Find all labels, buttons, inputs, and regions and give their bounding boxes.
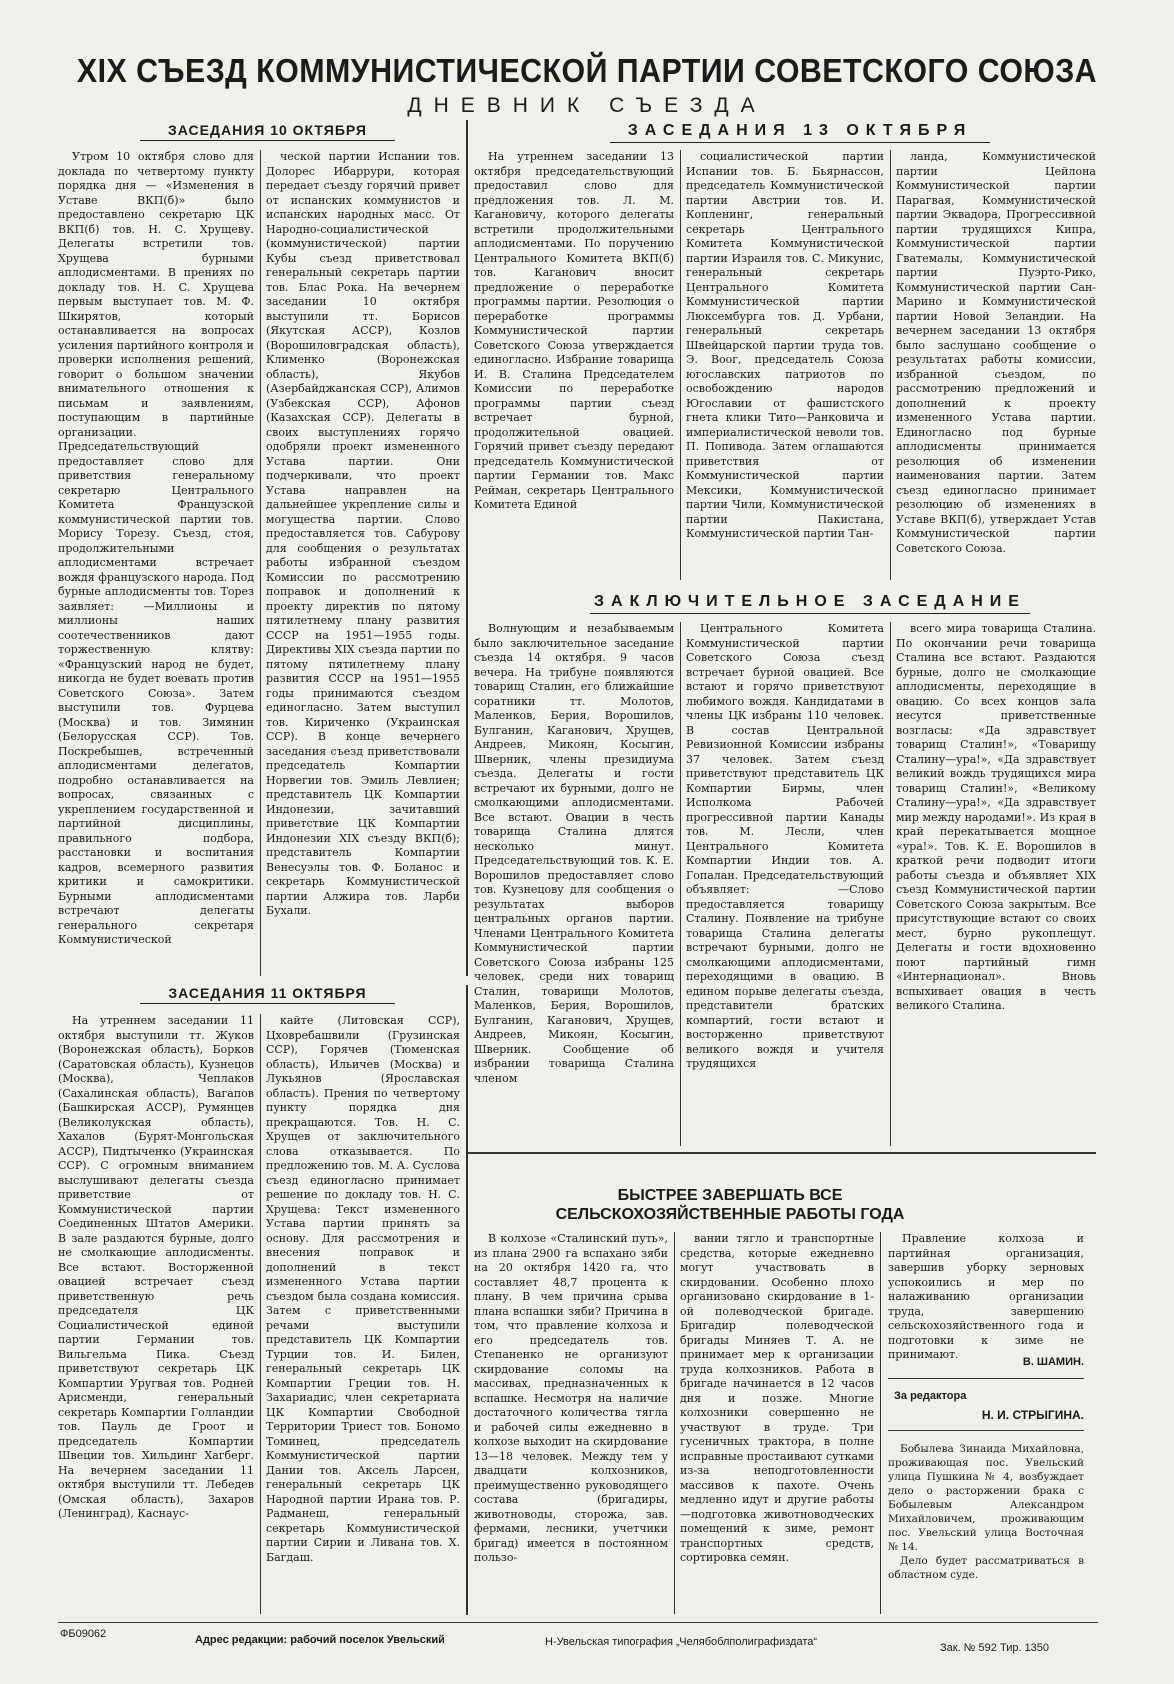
section-subtitle: ДНЕВНИК СЪЕЗДА — [407, 94, 767, 117]
column-rule — [674, 1232, 675, 1614]
heading-oct10: ЗАСЕДАНИЯ 10 ОКТЯБРЯ — [140, 122, 395, 141]
footer-rule — [58, 1622, 1098, 1623]
editor-name: Н. И. СТРЫГИНА. — [981, 1408, 1084, 1422]
editor-label: За редактора — [894, 1390, 967, 1402]
footer-code: ФБ09062 — [60, 1628, 107, 1640]
horizontal-divider — [466, 1152, 1096, 1154]
column-rule — [880, 1232, 881, 1614]
oct13-column-2: социалистической партии Испании тов. Б. Бьярнассон, председатель Коммунистической партии Австрии тов. И. Копленинг, генеральный секретарь Центрального Комитета Коммунистической партии Израиля тов. С. Микунис, генеральный секретарь Центрального Комитета Коммунистической партии Люксембурга тов. Д. Урбани, генеральный секретарь Швейцарской партии труда тов. Э. Воог, председатель Союза югославских патриотов по освобождению народов Югославии от фашистского гнета клики Тито—Ранковича и империалистической неволи тов. П. Попивода. Затем оглашаются приветствия от Коммунистической партии Мексики, Коммунистической партии Чили, Коммунистической партии Пакистана, Коммунистической партии Тан- — [686, 150, 884, 540]
column-rule — [680, 150, 681, 580]
vertical-divider — [466, 120, 468, 976]
article-signature: В. ШАМИН. — [1022, 1356, 1084, 1368]
footer-address: Адрес редакции: рабочий поселок Увельский — [195, 1634, 445, 1646]
final-column-3: всего мира товарища Сталина. По окончании речи товарища Сталина все встают. Раздаются бурные, долго не смолкающие аплодисменты, переходящие в овацию. Со всех концов зала несутся приветственные возгласы: «Да здравствует товарищ Сталин!», «Товарищу Сталину—ура!», «Да здравствует великий вождь трудящихся мира товарищ Сталин!», «Великому Сталину—ура!», «Да здравствует мир между народами!». Из края в край перекатывается мощное «ура!». Тов. К. Е. Ворошилов в краткой речи подводит итоги работы съезда и объявляет XIX съезд Коммунистической партии Советского Союза закрытым. Все присутствующие встают со своих мест, бурно рукоплещут. Делегаты и гости вдохновенно поют партийный гимн «Интернационал». Вновь вспыхивает овация в честь великого Сталина. — [896, 622, 1096, 1012]
newspaper-headline: XIX СЪЕЗД КОММУНИСТИЧЕСКОЙ ПАРТИИ СОВЕТСКОГО СОЮЗА — [76, 52, 1098, 89]
column-rule — [260, 1014, 261, 1614]
column-rule — [680, 622, 681, 1146]
oct11-column-1: На утреннем заседании 11 октября выступили тт. Жуков (Воронежская область), Борков (Саратовская область), Кузнецов (Москва), Чеплаков (Сахалинская область), Вагапов (Башкирская АССР), Румянцев (Великолукская область), Хахалов (Бурят-Монгольская АССР), Пидтыченко (Украинская ССР). С огромным вниманием выслушивают делегаты съезда приветствие от Коммунистической партии Соединенных Штатов Америки. В зале раздаются бурные, долго не смолкающие аплодисменты. Все встают. Восторженной овацией встречает съезд приветственную речь председателя ЦК Социалистической единой партии Германии тов. Вильгельма Пика. Съезд приветствуют секретарь ЦК Компартии Уругвая тов. Родней Арисменди, генеральный секретарь Компартии Голландии тов. Пауль де Гроот и председатель Компартии Швеции тов. Хильдинг Хагберг. На вечернем заседании 11 октября выступили тт. Лебедев (Омская область), Захаров (Ленинград), Каснаус- — [58, 1014, 254, 1520]
heading-oct13: ЗАСЕДАНИЯ 13 ОКТЯБРЯ — [610, 122, 990, 143]
footer-order: Зак. № 592 Тир. 1350 — [940, 1642, 1050, 1654]
oct13-column-3: ланда, Коммунистической партии Цейлона Коммунистической партии Парагвая, Коммунистической партии Эквадора, Прогрессивной партии трудящихся Кипра, Коммунистической партии Гватемалы, Коммунистической партии Пуэрто-Рико, Коммунистической партии Сан-Марино и Коммунистической партии Новой Зеландии. На вечернем заседании 13 октября было заслушано сообщение о результатах работы комиссии, избранной съездом, по рассмотрению предложений и дополнений к проекту измененного Устава партии. Единогласно под бурные аплодисменты принимается резолюция об изменении наименования партии. Затем съезд единогласно принимает резолюцию об изменениях в Уставе ВКП(б), утверждает Устав Коммунистической партии Советского Союза. — [896, 150, 1096, 555]
heading-oct11: ЗАСЕДАНИЯ 11 ОКТЯБРЯ — [140, 985, 395, 1004]
final-column-2: Центрального Комитета Коммунистической партии Советского Союза съезд встречает бурной овацией. Все встают и горячо приветствуют любимого вождя. Кандидатами в члены ЦК избраны 110 человек. В состав Центральной Ревизионной Комиссии избраны 37 человек. Затем съезд приветствуют представитель ЦК Компартии Бирмы, член Исполкома Рабочей прогрессивной партии Канады тов. М. Лесли, член Центрального Комитета Компартии Индии тов. А. Гопалан. Председательствующий объявляет: —Слово предоставляется товарищу Сталину. Появление на трибуне товарища Сталина делегаты встречают бурными, долго не смолкающими аплодисментами, переходящими в овацию. В едином порыве делегаты съезда, представители братских компартий, гости встают и восторженно приветствуют великого вождя и учителя трудящихся — [686, 622, 884, 1070]
heading-final-session: ЗАКЛЮЧИТЕЛЬНОЕ ЗАСЕДАНИЕ — [590, 593, 1030, 614]
article-title: БЫСТРЕЕ ЗАВЕРШАТЬ ВСЕ СЕЛЬСКОХОЗЯЙСТВЕННЫЕ РАБОТЫ ГОДА — [555, 1187, 905, 1223]
column-rule — [890, 622, 891, 1146]
article-column-3: Правление колхоза и партийная организация, завершив уборку зерновых успокоились и мер по налаживанию организации труда, завершению сельскохозяйственного года и подготовки к зиме не принимают. — [888, 1232, 1084, 1361]
divider — [888, 1378, 1084, 1379]
oct11-column-2: кайте (Литовская ССР), Цховребашвили (Грузинская ССР), Горячев (Тюменская область), Ильичев (Москва) и Лукьянов (Ярославская область). Прения по четвертому пункту порядка дня прекращаются. Тов. Н. С. Хрущев от заключительного слова отказывается. По предложению тов. М. А. Суслова съезд единогласно принимает решение по докладу тов. Н. С. Хрущева: Текст измененного Устава партии принять за основу. Для рассмотрения и внесения поправок и дополнений в текст измененного Устава партии съездом была создана комиссия. Затем с приветственными речами выступили представитель ЦК Компартии Турции тов. И. Билен, генеральный секретарь ЦК Компартии Греции тов. Н. Захариадис, член секретариата ЦК Компартии Свободной Территории Триест тов. Бономо Томинец, председатель Коммунистической партии Дании тов. Аксель Ларсен, генеральный секретарь ЦК Народной партии Ирана тов. Р. Радманеш, генеральный секретарь Коммунистической партии Сирии и Ливана тов. Х. Багдаш. — [266, 1014, 460, 1564]
vertical-divider — [466, 985, 468, 1615]
article-column-1: В колхозе «Сталинский путь», из плана 2900 га вспахано зяби на 20 октября 1420 га, что составляет 48,7 процента к плану. В чем причина срыва плана вспашки зяби? Причина в том, что правление колхоза и его председатель тов. Степаненко не организуют скирдование соломы на массивах, предназначенных к вспашке. Несмотря на наличие достаточного количества тягла и рабочей силы ежедневно в колхозе выходит на скирдование 13—18 человек. Между тем у двадцати колхозников, преимущественно руководящего состава (бригадиры, животноводы, сторожа, зав. фермами, лесники, учетчики бригад) имеется в постоянном пользо- — [474, 1232, 668, 1564]
oct13-column-1: На утреннем заседании 13 октября председательствующий предоставил слово для предложения тов. Л. М. Кагановичу, которого делегаты встретили продолжительными аплодисментами. По поручению Центрального Комитета ВКП(б) тов. Каганович вносит предложение о переработке программы партии. Резолюция о переработке программы Коммунистической партии Советского Союза утверждается единогласно. Избрание товарища И. В. Сталина Председателем Комиссии по переработке программы партии съезд встречает бурной, продолжительной овацией. Горячий привет съезду передают председатель Коммунистической партии Германии тов. Макс Рейман, секретарь Центрального Комитета Единой — [474, 150, 674, 511]
final-column-1: Волнующим и незабываемым было заключительное заседание съезда 14 октября. 9 часов вечера. На трибуне появляются товарищ Сталин, его ближайшие соратники тт. Молотов, Маленков, Берия, Ворошилов, Булганин, Каганович, Хрущев, Андреев, Микоян, Косыгин, Шверник, члены президиума съезда. Делегаты и гости встречают их бурными, долго не смолкающими аплодисментами. Все встают. Овации в честь товарища Сталина длятся несколько минут. Председательствующий тов. К. Е. Ворошилов предоставляет слово тов. Кузнецову для сообщения о результатах выборов центральных органов партии. Членами Центрального Комитета Коммунистической партии Советского Союза избраны 125 человек, среди них товарищ Сталин, товарищи Молотов, Маленков, Берия, Ворошилов, Булганин, Каганович, Хрущев, Андреев, Микоян, Косыгин, Шверник. Сообщение об избрании товарища Сталина членом — [474, 622, 674, 1085]
column-rule — [260, 150, 261, 976]
divorce-notice: Бобылева Зинаида Михайловна, проживающая пос. Увельский улица Пушкина № 4, возбуждает дело о расторжении брака с Бобылевым Александром Михайловичем, проживающим пос. Увельский улица Восточная № 14. Дело будет рассматриваться в областном суде. — [888, 1443, 1084, 1581]
oct10-column-2: ческой партии Испании тов. Долорес Ибаррури, которая передает съезду горячий привет от испанских коммунистов и испанских народных масс. От Народно-социалистической (коммунистической) партии Кубы съезд приветствовал генеральный секретарь партии тов. Блас Рока. На вечернем заседании 10 октября выступили тт. Борисов (Якутская АССР), Козлов (Ворошиловградская область), Клименко (Воронежская область), Якубов (Азербайджанская ССР), Алимов (Узбекская ССР), Афонов (Казахская ССР). Делегаты в своих выступлениях горячо одобряли проект измененного Устава партии. Они подчеркивали, что проект Устава направлен на дальнейшее укрепление силы и могущества партии. Слово предоставляется тов. Сабурову для сообщения о результатах работы избранной съездом Комиссии по рассмотрению поправок и дополнений к проекту директив по пятому пятилетнему плану развития СССР на 1951—1955 годы. Директивы XIX съезда партии по пятому пятилетнему плану развития СССР на 1951—1955 годы принимаются съездом единогласно. Затем выступил тов. Кириченко (Украинская ССР). В конце вечернего заседания съезд приветствовали председатель Компартии Норвегии тов. Эмиль Левлиен; представитель ЦК Компартии Индонезии, зачитавший приветствие ЦК Компартии Индонезии XIX съезду ВКП(б); представитель Компартии Венесуэлы тов. Ф. Боланос и секретарь Коммунистической партии Алжира тов. Ларби Бухали. — [266, 150, 460, 917]
footer-printer: Н-Увельская типография „Челябоблполиграфиздата“ — [545, 1636, 818, 1648]
column-rule — [890, 150, 891, 580]
article-column-2: вании тягло и транспортные средства, которые ежедневно могут участвовать в скирдовании. Особенно плохо организовано скирдование в 1-ой полеводческой бригаде. Бригадир полеводческой бригады Миняев Т. А. не принимает мер к организации труда колхозников. Работа в бригаде начинается в 12 часов дня и позже. Многие колхозники совершенно не участвуют в труде. Три гусеничных трактора, в полне исправные простаивают сутками из-за неподготовленности массивов к пахоте. Очень медленно идут и другие работы—подготовка животноводческих помещений к зиме, ремонт транспортных средств, сортировка семян. — [680, 1232, 874, 1564]
oct10-column-1: Утром 10 октября слово для доклада по четвертому пункту порядка дня — «Изменения в Уставе ВКП(б)» было предоставлено секретарю ЦК ВКП(б) тов. Н. С. Хрущеву. Делегаты встретили тов. Хрущева бурными аплодисментами. В прениях по докладу тов. Н. С. Хрущева первым выступает тов. М. Ф. Шкирятов, который останавливается на вопросах усиления партийного контроля и проверки исполнения решений, говорит о большом значении внимательного отношения к письмам и заявлениям, поступающим в партийные организации. Председательствующий предоставляет слово для приветствия генеральному секретарю Центрального Комитета Французской коммунистической партии тов. Морису Торезу. Съезд, стоя, продолжительными аплодисментами встречает вождя французского народа. Под бурные аплодисменты тов. Торез заявляет: —Миллионы и миллионы наших соотечественников дают торжественную клятву: «Французский народ не будет, никогда не будет воевать против Советского Союза». Затем выступили тов. Фурцева (Москва) и тов. Зимянин (Белорусская ССР). Тов. Поскребышев, встреченный аплодисментами делегатов, подробно останавливается на вопросах, связанных с укреплением государственной и партийной дисциплины, правильного подбора, расстановки и воспитания кадров, всемерного развития критики и самокритики. Бурными аплодисментами встречают делегаты генерального секретаря Коммунистической — [58, 150, 254, 946]
divider — [888, 1430, 1084, 1431]
